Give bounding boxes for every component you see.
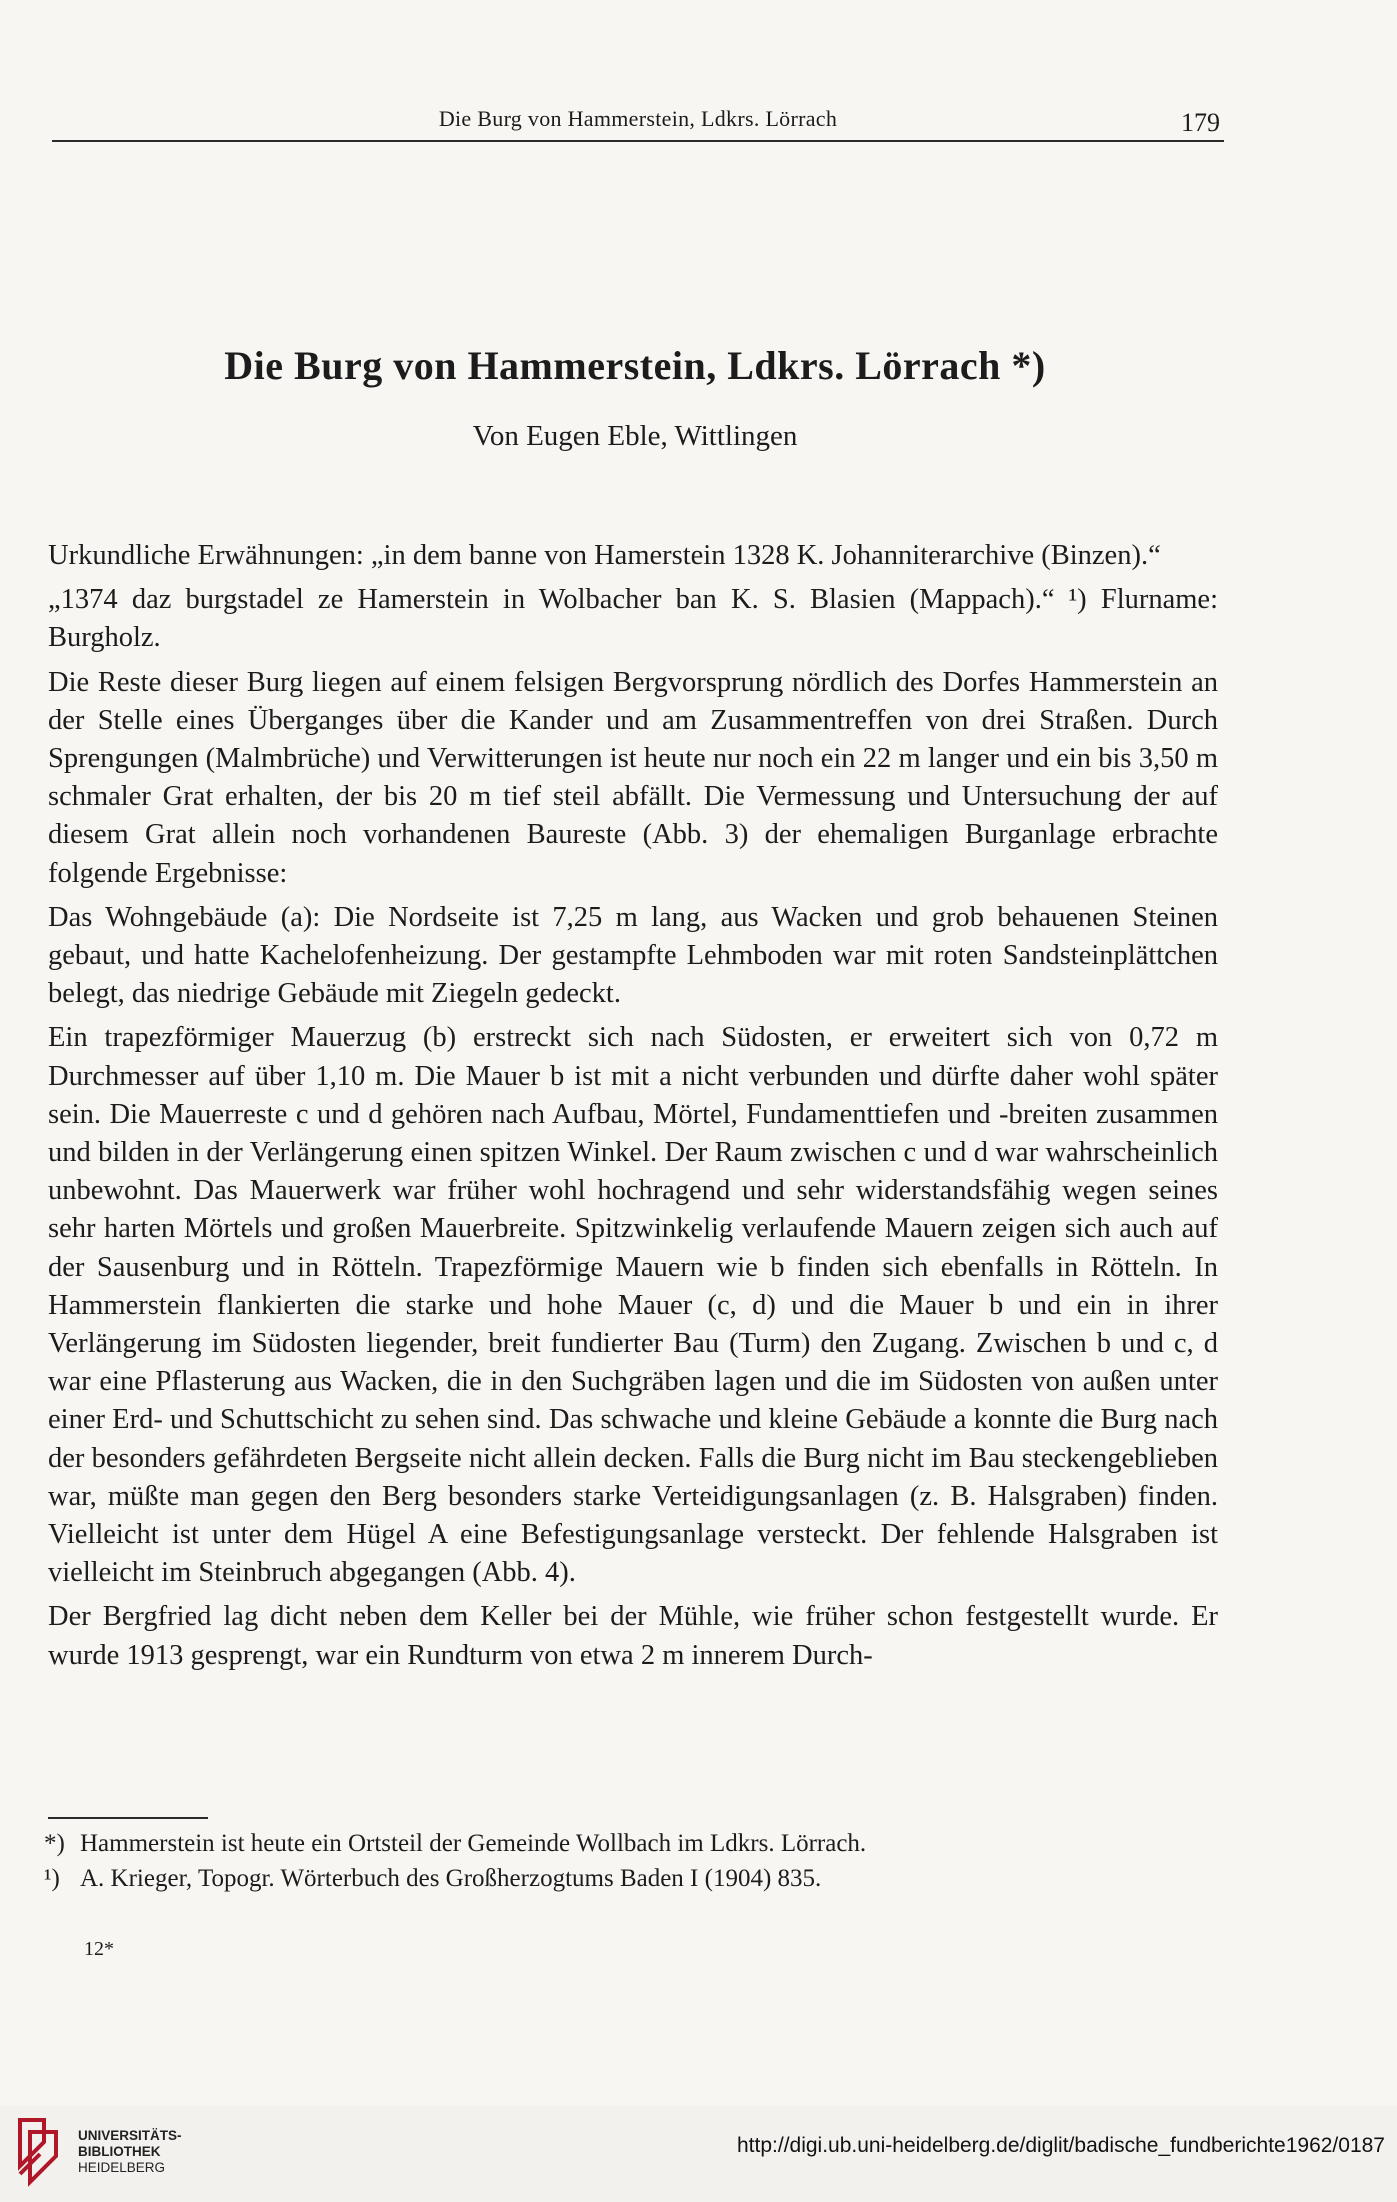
- footer-bar: [0, 2106, 1397, 2202]
- logo-line: UNIVERSITÄTS-: [78, 2128, 182, 2143]
- library-logo-icon: [14, 2112, 70, 2196]
- footnote-mark: *): [44, 1830, 65, 1857]
- paragraph: „1374 daz burgstadel ze Hamerstein in Wolbacher ban K. S. Blasien (Mappach).“ ¹) Flurname: Burgholz.: [48, 584, 1218, 654]
- paragraph: Das Wohngebäude (a): Die Nordseite ist 7,25 m lang, aus Wacken und grob behauenen Steinen gebaut, und hatte Kachelofenheizung. Der gestampfte Lehmboden war mit roten Sandsteinplättchen belegt, das niedrige Gebäude mit Ziegeln gedeckt.: [48, 901, 1218, 1010]
- library-logo-text: [78, 2128, 182, 2176]
- body-text: [48, 537, 1218, 1681]
- page-number: 179: [1181, 108, 1220, 137]
- paragraph: Der Bergfried lag dicht neben dem Keller bei der Mühle, wie früher schon festgestellt wurde. Er wurde 1913 gesprengt, war ein Rundturm von etwa 2 m innerem Durch-: [48, 1601, 1218, 1671]
- article-author: Von Eugen Eble, Wittlingen: [472, 420, 798, 452]
- paragraph: Ein trapezförmiger Mauerzug (b) erstreckt sich nach Südosten, er erweitert sich von 0,72 m Durchmesser auf über 1,10 m. Die Mauer b ist mit a nicht verbunden und dürfte daher wohl später sein. Die Mauerreste c und d gehören nach Aufbau, Mörtel, Fundamenttiefen und -breiten zusammen und bilden in der Verlängerung einen spitzen Winkel. Der Raum zwischen c und d war wahrscheinlich unbewohnt. Das Mauerwerk war früher wohl hochragend und sehr widerstandsfähig wegen seines sehr harten Mörtels und großen Mauerbreite. Spitzwinkelig verlaufende Mauern zeigen sich auch auf der Sausenburg und in Rötteln. Trapezförmige Mauern wie b finden sich ebenfalls in Rötteln. In Hammerstein flankierten die starke und hohe Mauer (c, d) und die Mauer b und ein in ihrer Verlängerung im Südosten liegender, breit fundierter Bau (Turm) den Zugang. Zwischen b und c, d war eine Pflasterung aus Wacken, die in den Suchgräben lagen und die im Südosten von außen unter einer Erd- und Schuttschicht zu sehen sind. Das schwache und kleine Gebäude a konnte die Burg nach der besonders gefährdeten Bergseite nicht allein decken. Falls die Burg nicht im Bau steckengeblieben war, müßte man gegen den Berg besonders starke Verteidigungsanlagen (z. B. Halsgraben) finden. Vielleicht ist unter dem Hügel A eine Befestigungsanlage versteckt. Der fehlende Halsgraben ist vielleicht im Steinbruch abgegangen (Abb. 4).: [48, 1022, 1218, 1589]
- source-url-link[interactable]: http://digi.ub.uni-heidelberg.de/diglit/badische_fundberichte1962/0187: [737, 2134, 1385, 2157]
- footnote-mark: ¹): [44, 1865, 60, 1892]
- footnote-text: A. Krieger, Topogr. Wörterbuch des Großherzogtums Baden I (1904) 835.: [80, 1865, 822, 1892]
- paragraph: Urkundliche Erwähnungen: „in dem banne von Hamerstein 1328 K. Johanniterarchive (Binzen).“: [48, 540, 1161, 571]
- logo-line: HEIDELBERG: [78, 2160, 166, 2175]
- running-title: Die Burg von Hammerstein, Ldkrs. Lörrach: [438, 106, 838, 131]
- paragraph: Die Reste dieser Burg liegen auf einem felsigen Bergvorsprung nördlich des Dorfes Hammerstein an der Stelle eines Überganges über die Kander und am Zusammentreffen von drei Straßen. Durch Sprengungen (Malmbrüche) und Verwitterungen ist heute nur noch ein 22 m langer und ein bis 3,50 m schmaler Grat erhalten, der bis 20 m tief steil abfällt. Die Vermessung und Untersuchung der auf diesem Grat allein noch vorhandenen Baureste (Abb. 3) der ehemaligen Burganlage erbrachte folgende Ergebnisse:: [48, 666, 1218, 889]
- footnotes: [44, 1826, 1214, 1896]
- article-title: Die Burg von Hammerstein, Ldkrs. Lörrach *): [224, 343, 1046, 388]
- running-head: [52, 100, 1224, 142]
- sheet-signature: 12*: [84, 1938, 114, 1960]
- footnote-rule: [48, 1817, 208, 1819]
- footnote-text: Hammerstein ist heute ein Ortsteil der Gemeinde Wollbach im Ldkrs. Lörrach.: [80, 1830, 867, 1857]
- footnote: [44, 1826, 1214, 1861]
- footnote: [44, 1861, 1214, 1896]
- logo-line: BIBLIOTHEK: [78, 2144, 161, 2159]
